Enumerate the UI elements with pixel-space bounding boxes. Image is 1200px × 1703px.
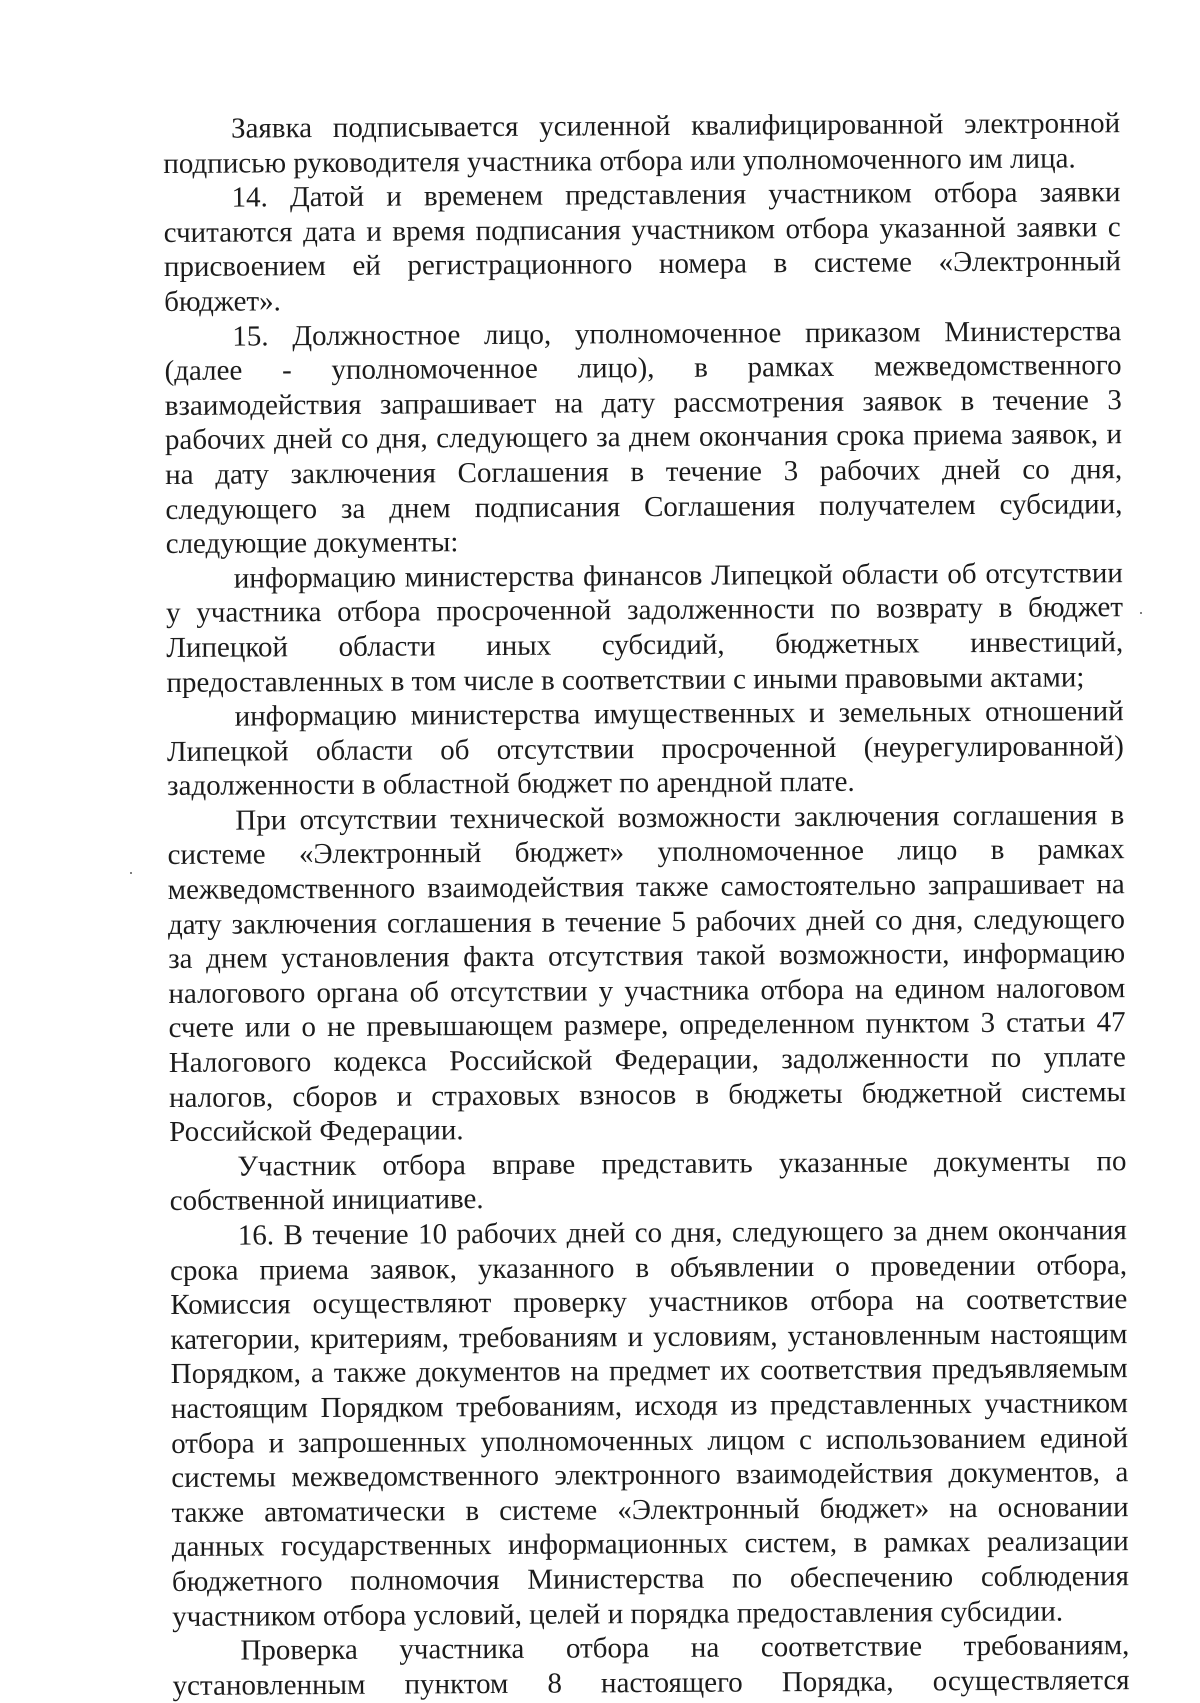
scan-speck — [1140, 612, 1142, 614]
paragraph-signature: Заявка подписывается усиленной квалифицированной электронной подписью руководителя участника отбора или уполномоченного им лица. — [163, 107, 1121, 180]
paragraph-tax-info: При отсутствии технической возможности заключения соглашения в системе «Электронный бюджет» уполномоченное лицо в рамках межведомственного взаимодействия также самостоятельно запрашивает на дату заключения соглашения в течение 5 рабочих дней со дня, следующего за днем установления факта отсутствия такой возможности, информацию налогового органа об отсутствии у участника отбора на едином налоговом счете или о не превышающем размере, определенном пунктом 3 статьи 47 Налогового кодекса Российской Федерации, задолженности по уплате налогов, сборов и страховых взносов в бюджеты бюджетной системы Российской Федерации. — [167, 799, 1127, 1149]
scan-speck — [130, 872, 132, 874]
paragraph-14: 14. Датой и временем представления участником отбора заявки считаются дата и время подписания участником отбора указанной заявки с присвоением ей регистрационного номера в системе «Электронный бюджет». — [163, 176, 1122, 318]
paragraph-16: 16. В течение 10 рабочих дней со дня, следующего за днем окончания срока приема заявок, указанного в объявлении о проведении отбора, Комиссия осуществляют проверку участников отбора на соответствие категории, критериям, требованиям и условиям, установленным настоящим Порядком, а также документов на предмет их соответствия предъявляемым настоящим Порядком требованиям, исходя из представленных участником отбора и запрошенных уполномоченных лицом с использованием единой системы межведомственного электронного взаимодействия документов, а также автоматически в системе «Электронный бюджет» на основании данных государственных информационных систем, в рамках реализации бюджетного полномочия Министерства по обеспечению соблюдения участником отбора условий, целей и порядка предоставления субсидии. — [169, 1214, 1130, 1633]
paragraph-property-info: информацию министерства имущественных и земельных отношений Липецкой области об отсутствии просроченной (неурегулированной) задолженности в областной бюджет по арендной плате. — [166, 695, 1124, 803]
document-body — [163, 106, 1130, 1703]
paragraph-finance-info: информацию министерства финансов Липецкой области об отсутствии у участника отбора просроченной задолженности по возврату в бюджет Липецкой области иных субсидий, бюджетных инвестиций, предоставленных в том числе в соответствии с иными правовыми актами; — [165, 556, 1124, 699]
paragraph-own-initiative: Участник отбора вправе представить указанные документы по собственной инициативе. — [169, 1144, 1127, 1218]
paragraph-15: 15. Должностное лицо, уполномоченное приказом Министерства (далее - уполномоченное лицо), в рамках межведомственного взаимодействия запрашивает на дату рассмотрения заявок в течение 3 рабочих дней со дня, следующего за днем окончания срока приема заявок, и на дату заключения Соглашения в течение 3 рабочих дней со дня, следующего за днем подписания Соглашения получателем субсидии, следующие документы: — [164, 314, 1123, 561]
paragraph-check-requirements: Проверка участника отбора на соответствие требованиям, установленным пунктом 8 настоящего Порядка, осуществляется — [172, 1629, 1130, 1702]
